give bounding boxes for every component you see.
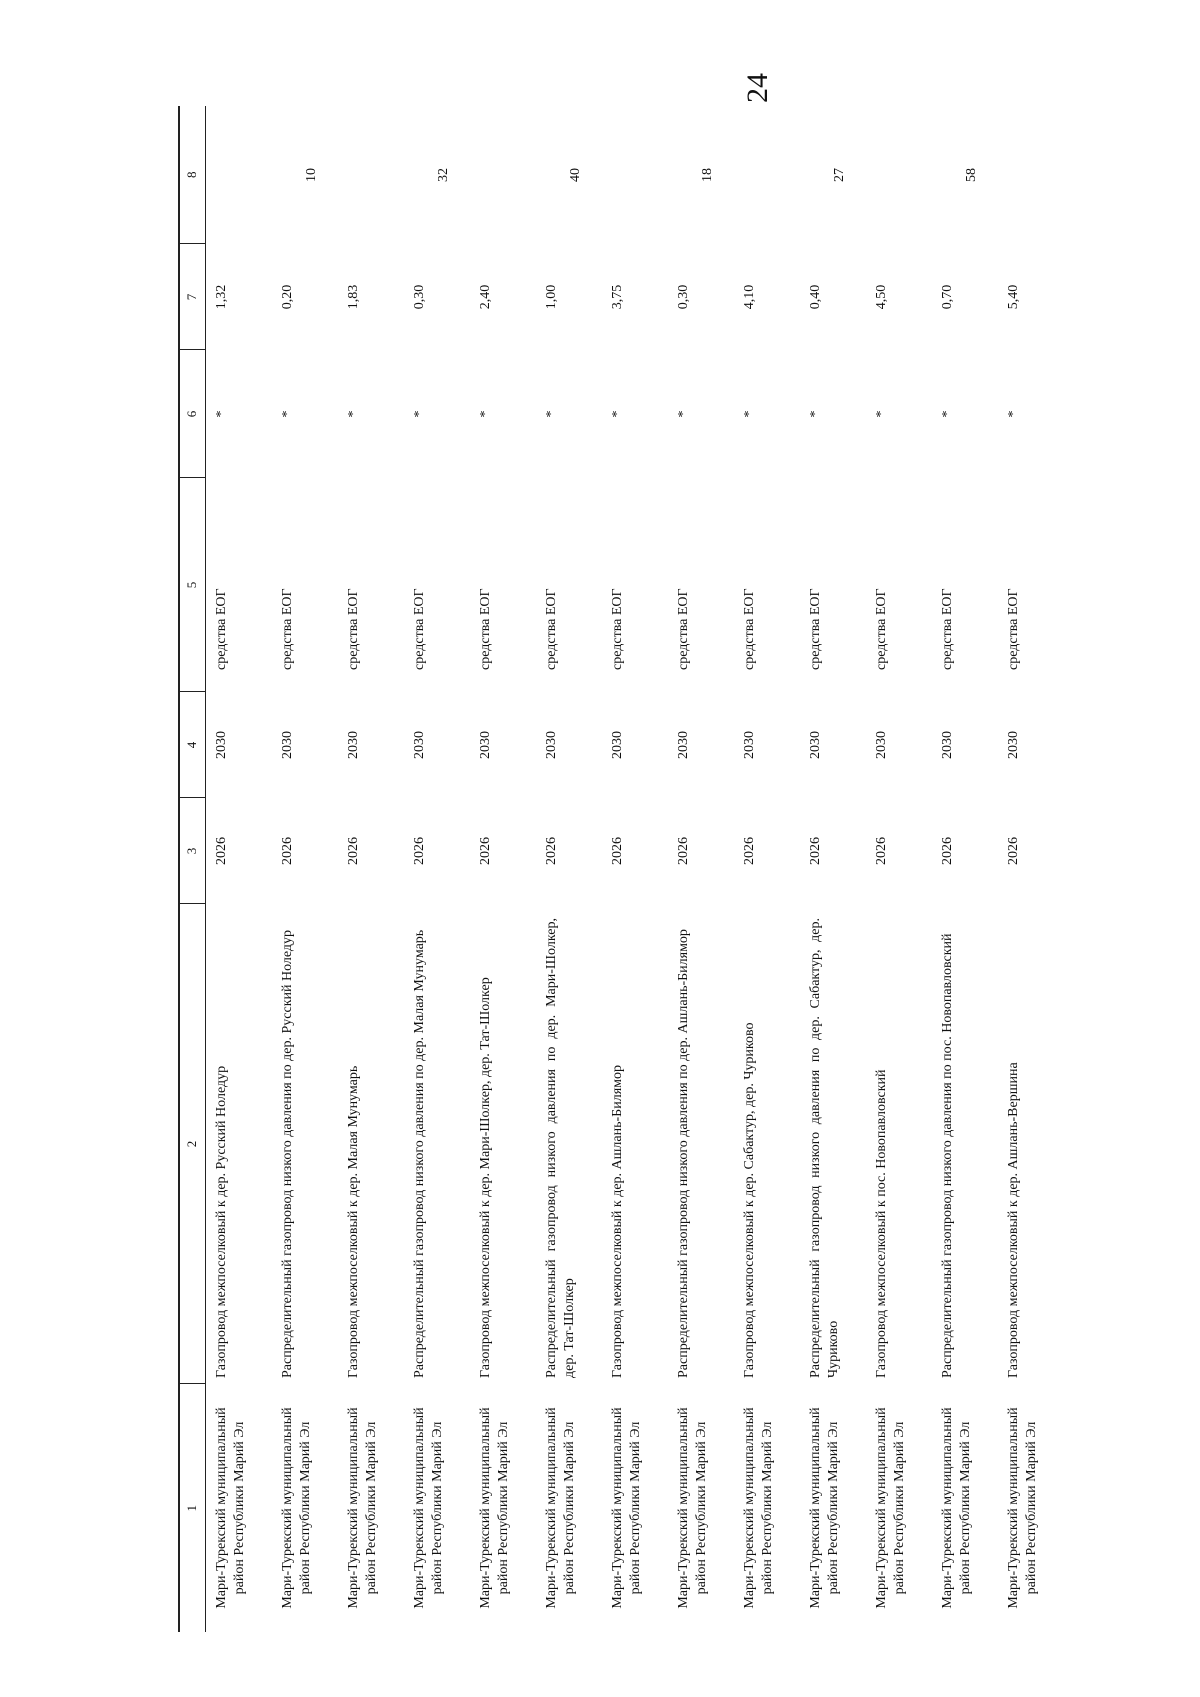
district-text: Мари-Турекский муниципальный район Республики Марий Эл	[808, 1407, 841, 1609]
funding-source-text: средства ЕОГ	[742, 588, 757, 670]
start-year-text: 2026	[940, 837, 955, 865]
length-text: 0,70	[940, 284, 955, 310]
count-text: 32	[436, 168, 451, 182]
funding-source-cell	[800, 478, 866, 692]
object-name-text: Распределительный газопровод низкого давления по дер. Малая Мунумарь	[412, 929, 427, 1378]
count-cell	[404, 106, 470, 244]
length-cell	[734, 244, 800, 350]
start-year-text: 2026	[742, 837, 757, 865]
count-cell	[998, 106, 1064, 244]
table-row	[536, 106, 602, 1632]
funding-source-text: средства ЕОГ	[808, 588, 823, 670]
marker-text: *	[280, 410, 295, 418]
funding-source-text: средства ЕОГ	[346, 588, 361, 670]
count-cell	[734, 106, 800, 244]
object-name-text: Газопровод межпоселковый к пос. Новопавловский	[874, 1069, 889, 1378]
start-year-text: 2026	[412, 837, 427, 865]
table-row	[338, 106, 404, 1632]
district-cell	[272, 1384, 338, 1632]
district-text: Мари-Турекский муниципальный район Республики Марий Эл	[214, 1407, 247, 1609]
object-name-text: Распределительный газопровод низкого давления по пос. Новопавловский	[940, 933, 955, 1378]
length-text: 2,40	[478, 284, 493, 310]
object-name-text: Газопровод межпоселковый к дер. Русский Ноледур	[214, 1065, 229, 1378]
district-text: Мари-Турекский муниципальный район Республики Марий Эл	[1006, 1407, 1039, 1609]
end-year-text: 2030	[742, 731, 757, 759]
end-year-text: 2030	[544, 731, 559, 759]
district-cell	[206, 1384, 273, 1632]
district-cell	[734, 1384, 800, 1632]
district-cell	[602, 1384, 668, 1632]
marker-text: *	[940, 410, 955, 418]
funding-source-text: средства ЕОГ	[874, 588, 889, 670]
object-name-cell	[338, 904, 404, 1384]
count-cell	[272, 106, 338, 244]
object-name-cell	[272, 904, 338, 1384]
funding-source-cell	[470, 478, 536, 692]
district-text: Мари-Турекский муниципальный район Республики Марий Эл	[544, 1407, 577, 1609]
end-year-cell	[734, 692, 800, 798]
district-text: Мари-Турекский муниципальный район Республики Марий Эл	[742, 1407, 775, 1609]
count-cell	[206, 106, 273, 244]
marker-text: *	[742, 410, 757, 418]
count-text: 40	[568, 168, 583, 182]
district-cell	[338, 1384, 404, 1632]
length-text: 1,32	[214, 284, 229, 310]
length-cell	[998, 244, 1064, 350]
marker-cell	[206, 350, 273, 478]
end-year-cell	[404, 692, 470, 798]
start-year-text: 2026	[610, 837, 625, 865]
length-cell	[668, 244, 734, 350]
length-text: 1,00	[544, 284, 559, 310]
table-row	[668, 106, 734, 1632]
object-name-text: Распределительный газопровод низкого давления по дер. Русский Ноледур	[280, 929, 295, 1378]
end-year-cell	[602, 692, 668, 798]
funding-source-cell	[272, 478, 338, 692]
end-year-cell	[536, 692, 602, 798]
marker-text: *	[610, 410, 625, 418]
start-year-text: 2026	[544, 837, 559, 865]
marker-cell	[866, 350, 932, 478]
end-year-text: 2030	[874, 731, 889, 759]
funding-source-cell	[932, 478, 998, 692]
length-text: 5,40	[1006, 284, 1021, 310]
count-text: 27	[832, 168, 847, 182]
end-year-cell	[668, 692, 734, 798]
end-year-text: 2030	[940, 731, 955, 759]
column-header: 8	[179, 106, 206, 244]
end-year-text: 2030	[280, 731, 295, 759]
length-text: 0,30	[412, 284, 427, 310]
start-year-cell	[272, 798, 338, 904]
start-year-text: 2026	[1006, 837, 1021, 865]
marker-cell	[602, 350, 668, 478]
start-year-cell	[800, 798, 866, 904]
table-row	[734, 106, 800, 1632]
end-year-text: 2030	[478, 731, 493, 759]
object-name-cell	[866, 904, 932, 1384]
start-year-cell	[536, 798, 602, 904]
funding-source-cell	[998, 478, 1064, 692]
length-text: 4,10	[742, 284, 757, 310]
district-cell	[866, 1384, 932, 1632]
object-name-text: Газопровод межпоселковый к дер. Сабактур, дер. Чуриково	[742, 1022, 757, 1378]
funding-source-text: средства ЕОГ	[610, 588, 625, 670]
column-header: 7	[179, 244, 206, 350]
district-text: Мари-Турекский муниципальный район Республики Марий Эл	[676, 1407, 709, 1609]
funding-source-cell	[668, 478, 734, 692]
start-year-cell	[602, 798, 668, 904]
column-header: 6	[179, 350, 206, 478]
district-cell	[800, 1384, 866, 1632]
table-body	[206, 106, 1065, 1632]
length-text: 0,40	[808, 284, 823, 310]
length-text: 1,83	[346, 284, 361, 310]
object-name-cell	[998, 904, 1064, 1384]
funding-source-cell	[338, 478, 404, 692]
funding-source-cell	[206, 478, 273, 692]
end-year-text: 2030	[412, 731, 427, 759]
start-year-cell	[206, 798, 273, 904]
district-cell	[470, 1384, 536, 1632]
funding-source-text: средства ЕОГ	[412, 588, 427, 670]
marker-cell	[272, 350, 338, 478]
district-cell	[932, 1384, 998, 1632]
marker-text: *	[874, 410, 889, 418]
start-year-cell	[668, 798, 734, 904]
column-header: 4	[179, 692, 206, 798]
marker-text: *	[676, 410, 691, 418]
length-cell	[404, 244, 470, 350]
start-year-text: 2026	[874, 837, 889, 865]
table-row	[404, 106, 470, 1632]
marker-text: *	[214, 410, 229, 418]
marker-cell	[668, 350, 734, 478]
table-row	[932, 106, 998, 1632]
object-name-cell	[470, 904, 536, 1384]
funding-source-cell	[602, 478, 668, 692]
object-name-cell	[404, 904, 470, 1384]
length-text: 3,75	[610, 284, 625, 310]
district-cell	[998, 1384, 1064, 1632]
district-text: Мари-Турекский муниципальный район Республики Марий Эл	[412, 1407, 445, 1609]
end-year-text: 2030	[214, 731, 229, 759]
count-cell	[668, 106, 734, 244]
count-cell	[602, 106, 668, 244]
funding-source-text: средства ЕОГ	[214, 588, 229, 670]
marker-text: *	[808, 410, 823, 418]
length-cell	[338, 244, 404, 350]
object-name-text: Газопровод межпоселковый к дер. Мари-Шолкер, дер. Тат-Шолкер	[478, 977, 493, 1378]
end-year-text: 2030	[610, 731, 625, 759]
object-name-text: Газопровод межпоселковый к дер. Ашлань-Вершина	[1006, 1062, 1021, 1378]
end-year-cell	[998, 692, 1064, 798]
rotated-table-container	[178, 106, 1039, 1632]
district-cell	[668, 1384, 734, 1632]
marker-text: *	[544, 410, 559, 418]
marker-cell	[800, 350, 866, 478]
start-year-cell	[470, 798, 536, 904]
marker-cell	[734, 350, 800, 478]
funding-source-cell	[404, 478, 470, 692]
column-header: 2	[179, 904, 206, 1384]
funding-source-text: средства ЕОГ	[1006, 588, 1021, 670]
length-text: 4,50	[874, 284, 889, 310]
funding-source-cell	[536, 478, 602, 692]
column-header: 3	[179, 798, 206, 904]
end-year-cell	[866, 692, 932, 798]
start-year-cell	[734, 798, 800, 904]
object-name-cell	[800, 904, 866, 1384]
funding-source-cell	[734, 478, 800, 692]
start-year-text: 2026	[214, 837, 229, 865]
marker-text: *	[346, 410, 361, 418]
marker-cell	[536, 350, 602, 478]
start-year-text: 2026	[808, 837, 823, 865]
start-year-cell	[998, 798, 1064, 904]
table-row	[470, 106, 536, 1632]
count-cell	[470, 106, 536, 244]
table-row	[272, 106, 338, 1632]
funding-source-cell	[866, 478, 932, 692]
object-name-text: Газопровод межпоселковый к дер. Малая Мунумарь	[346, 1065, 361, 1378]
start-year-text: 2026	[478, 837, 493, 865]
length-cell	[602, 244, 668, 350]
district-text: Мари-Турекский муниципальный район Республики Марий Эл	[478, 1407, 511, 1609]
count-cell	[536, 106, 602, 244]
end-year-cell	[338, 692, 404, 798]
length-cell	[800, 244, 866, 350]
count-cell	[800, 106, 866, 244]
object-name-cell	[602, 904, 668, 1384]
district-text: Мари-Турекский муниципальный район Республики Марий Эл	[280, 1407, 313, 1609]
count-text: 58	[964, 168, 979, 182]
start-year-cell	[866, 798, 932, 904]
length-text: 0,20	[280, 284, 295, 310]
object-name-cell	[536, 904, 602, 1384]
object-name-cell	[668, 904, 734, 1384]
table-row	[206, 106, 273, 1632]
end-year-cell	[470, 692, 536, 798]
district-cell	[536, 1384, 602, 1632]
length-cell	[932, 244, 998, 350]
district-text: Мари-Турекский муниципальный район Республики Марий Эл	[610, 1407, 643, 1609]
object-name-cell	[206, 904, 273, 1384]
funding-source-text: средства ЕОГ	[676, 588, 691, 670]
object-name-text: Распределительный газопровод низкого давления по дер. Мари-Шолкер, дер. Тат-Шолкер	[544, 918, 577, 1378]
gas-pipeline-table	[178, 106, 1064, 1632]
start-year-text: 2026	[346, 837, 361, 865]
length-cell	[272, 244, 338, 350]
district-text: Мари-Турекский муниципальный район Республики Марий Эл	[940, 1407, 973, 1609]
table-row	[602, 106, 668, 1632]
count-cell	[866, 106, 932, 244]
count-cell	[932, 106, 998, 244]
table-row	[800, 106, 866, 1632]
end-year-cell	[206, 692, 273, 798]
table-row	[998, 106, 1064, 1632]
marker-cell	[932, 350, 998, 478]
start-year-text: 2026	[280, 837, 295, 865]
end-year-text: 2030	[1006, 731, 1021, 759]
length-cell	[866, 244, 932, 350]
district-cell	[404, 1384, 470, 1632]
marker-text: *	[412, 410, 427, 418]
end-year-cell	[272, 692, 338, 798]
start-year-cell	[932, 798, 998, 904]
end-year-text: 2030	[676, 731, 691, 759]
length-cell	[470, 244, 536, 350]
table-row	[866, 106, 932, 1632]
start-year-text: 2026	[676, 837, 691, 865]
column-header: 1	[179, 1384, 206, 1632]
marker-cell	[404, 350, 470, 478]
end-year-text: 2030	[808, 731, 823, 759]
count-text: 10	[304, 168, 319, 182]
funding-source-text: средства ЕОГ	[478, 588, 493, 670]
start-year-cell	[338, 798, 404, 904]
count-cell	[338, 106, 404, 244]
length-cell	[536, 244, 602, 350]
count-text: 18	[700, 168, 715, 182]
column-header: 5	[179, 478, 206, 692]
marker-cell	[338, 350, 404, 478]
start-year-cell	[404, 798, 470, 904]
object-name-cell	[932, 904, 998, 1384]
object-name-text: Газопровод межпоселковый к дер. Ашлань-Билямор	[610, 1065, 625, 1378]
marker-text: *	[478, 410, 493, 418]
district-text: Мари-Турекский муниципальный район Республики Марий Эл	[346, 1407, 379, 1609]
funding-source-text: средства ЕОГ	[280, 588, 295, 670]
end-year-cell	[800, 692, 866, 798]
funding-source-text: средства ЕОГ	[940, 588, 955, 670]
marker-cell	[998, 350, 1064, 478]
length-text: 0,30	[676, 284, 691, 310]
page-number: 24	[741, 73, 774, 103]
marker-text: *	[1006, 410, 1021, 418]
length-cell	[206, 244, 273, 350]
object-name-text: Распределительный газопровод низкого давления по дер. Сабактур, дер. Чуриково	[808, 918, 841, 1378]
funding-source-text: средства ЕОГ	[544, 588, 559, 670]
header-row	[179, 106, 206, 1632]
marker-cell	[470, 350, 536, 478]
object-name-text: Распределительный газопровод низкого давления по дер. Ашлань-Билямор	[676, 929, 691, 1378]
object-name-cell	[734, 904, 800, 1384]
end-year-cell	[932, 692, 998, 798]
end-year-text: 2030	[346, 731, 361, 759]
district-text: Мари-Турекский муниципальный район Республики Марий Эл	[874, 1407, 907, 1609]
